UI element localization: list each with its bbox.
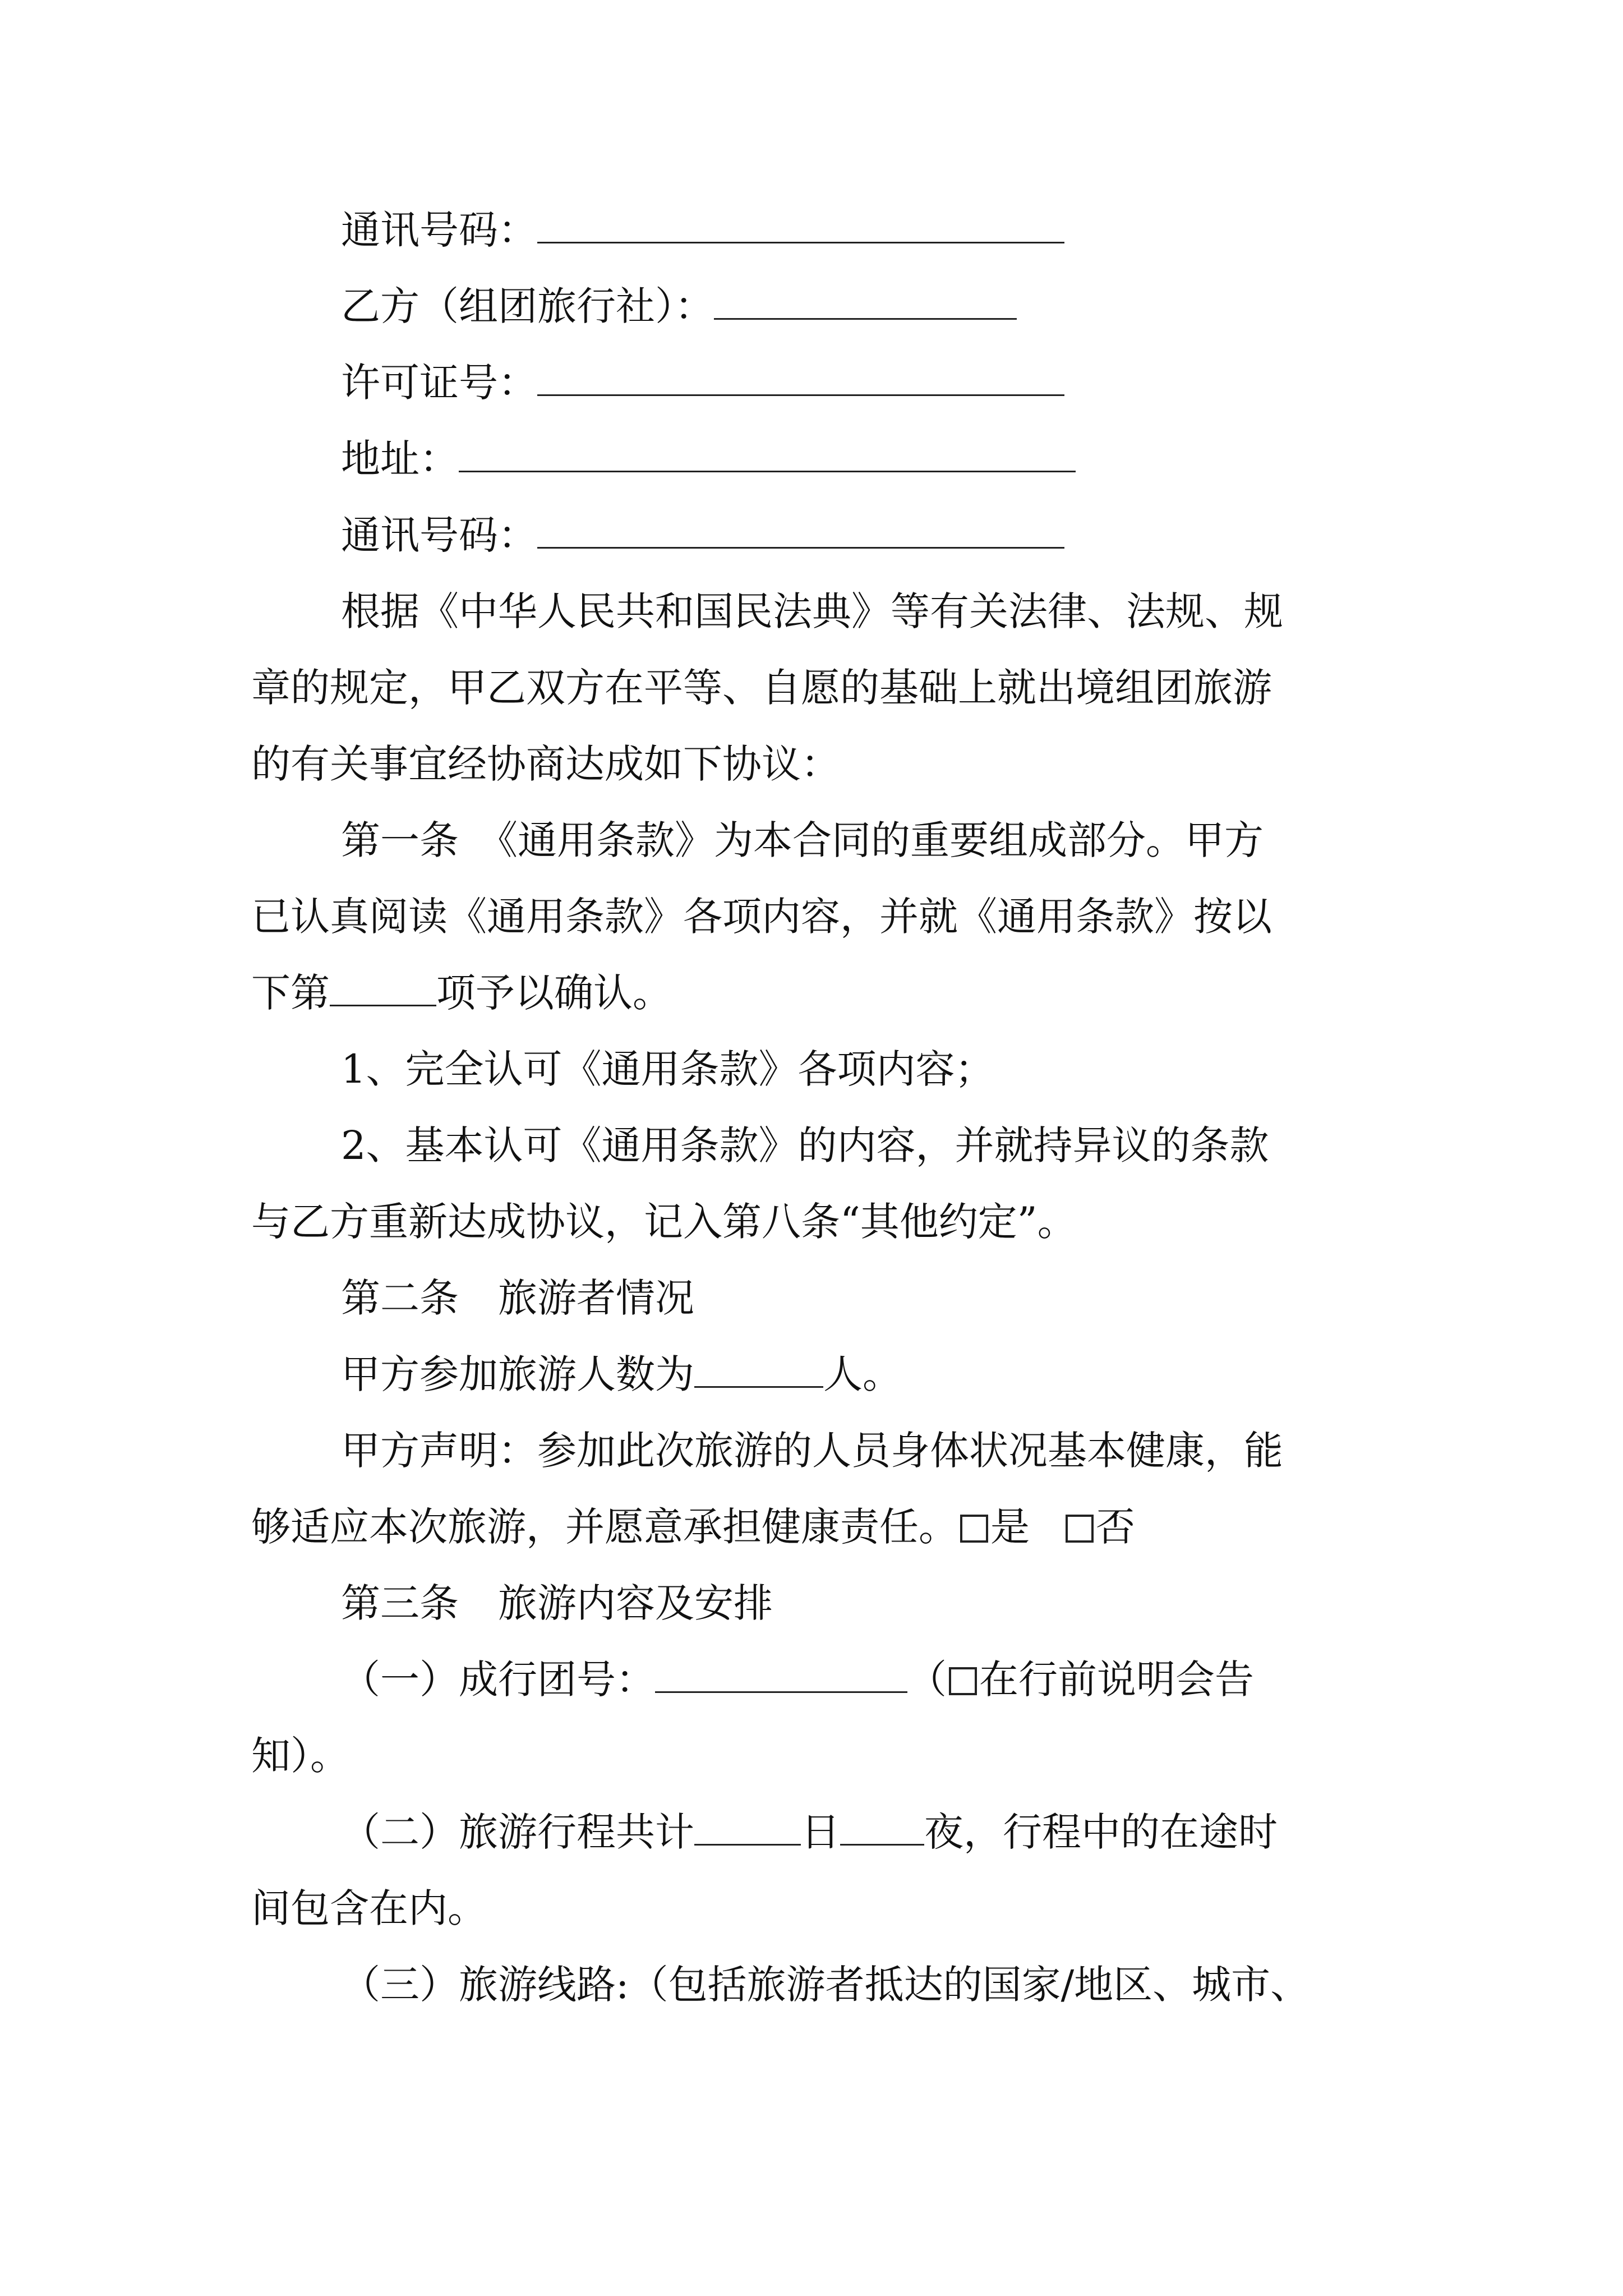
- notify-at-briefing-checkbox[interactable]: [949, 1667, 977, 1695]
- no-checkbox[interactable]: [1066, 1515, 1094, 1543]
- party-a-contact-blank[interactable]: [537, 209, 1064, 243]
- party-b-address-row: [341, 431, 1076, 487]
- article3-heading: 第三条 旅游内容及安排: [341, 1580, 773, 1626]
- party-a-contact-row: [341, 202, 1064, 258]
- nights-blank[interactable]: [840, 1811, 924, 1846]
- party-b-contact-row: [341, 507, 1064, 563]
- article3-item-2-nights: 夜，行程中的在途时: [924, 1809, 1278, 1855]
- days-blank[interactable]: [694, 1811, 801, 1846]
- article2-declaration-line-2: [251, 1499, 1135, 1555]
- article2-count-label: 甲方参加旅游人数为: [341, 1351, 694, 1397]
- article1-option-blank[interactable]: [330, 972, 436, 1006]
- article1-option-1: 1、完全认可《通用条款》各项内容；: [341, 1046, 994, 1092]
- article2-heading: 第二条 旅游者情况: [341, 1275, 694, 1321]
- yes-checkbox[interactable]: [960, 1515, 988, 1543]
- party-b-address-label: 地址：: [341, 436, 459, 482]
- preamble-line-2: 章的规定，甲乙双方在平等、自愿的基础上就出境组团旅游: [251, 665, 1272, 711]
- article2-count-unit: 人。: [823, 1351, 902, 1397]
- preamble-line-3: 的有关事宜经协商达成如下协议：: [251, 741, 840, 787]
- article3-item-1-paren: （: [907, 1657, 947, 1703]
- no-label: 否: [1096, 1504, 1135, 1550]
- article1-line-3-start: 下第: [251, 970, 330, 1016]
- traveler-count-blank[interactable]: [694, 1354, 823, 1388]
- party-b-license-row: [341, 355, 1064, 411]
- group-number-blank[interactable]: [655, 1659, 907, 1693]
- article3-item-3: （三）旅游线路:（包括旅游者抵达的国家/地区、城市、: [341, 1962, 1310, 2008]
- article3-item-1-note: 在行前说明会告: [979, 1657, 1254, 1703]
- article2-declaration-line-1: 甲方声明：参加此次旅游的人员身体状况基本健康，能: [341, 1428, 1283, 1474]
- article1-line-3-end: 项予以确认。: [436, 970, 672, 1016]
- article2-declaration-text: 够适应本次旅游，并愿意承担健康责任。: [251, 1504, 958, 1550]
- article1-line-1: 第一条 《通用条款》为本合同的重要组成部分。甲方: [341, 817, 1264, 863]
- article3-item-2-days: 日: [801, 1809, 840, 1855]
- article3-item-2-line-2: 间包含在内。: [251, 1885, 487, 1931]
- yes-label: 是: [990, 1504, 1030, 1550]
- party-b-contact-blank[interactable]: [537, 514, 1064, 549]
- party-a-contact-label: 通讯号码：: [341, 207, 537, 253]
- article3-item-2-row: [341, 1804, 1278, 1860]
- party-b-license-blank[interactable]: [537, 362, 1064, 396]
- party-b-license-label: 许可证号：: [341, 360, 537, 406]
- preamble-line-1: 根据《中华人民共和国民法典》等有关法律、法规、规: [341, 588, 1283, 634]
- party-b-name-blank[interactable]: [714, 286, 1017, 320]
- article1-line-2: 已认真阅读《通用条款》各项内容，并就《通用条款》按以: [251, 894, 1272, 940]
- party-b-address-blank[interactable]: [459, 438, 1076, 472]
- article3-item-1-line-2: 知）。: [251, 1733, 349, 1779]
- article3-item-2-label: （二）旅游行程共计: [341, 1809, 694, 1855]
- article2-count-row: [341, 1346, 902, 1402]
- article3-item-1-label: （一）成行团号：: [341, 1657, 655, 1703]
- party-b-title-row: [341, 278, 1017, 334]
- article1-line-3: [251, 965, 672, 1021]
- article1-option-2-line-2: 与乙方重新达成协议，记入第八条“其他约定”。: [251, 1199, 1077, 1245]
- article1-option-2-line-1: 2、基本认可《通用条款》的内容，并就持异议的条款: [341, 1122, 1269, 1168]
- party-b-contact-label: 通讯号码：: [341, 512, 537, 558]
- article3-item-1-row: [341, 1651, 1254, 1708]
- party-b-title-label: 乙方（组团旅行社）：: [341, 283, 714, 329]
